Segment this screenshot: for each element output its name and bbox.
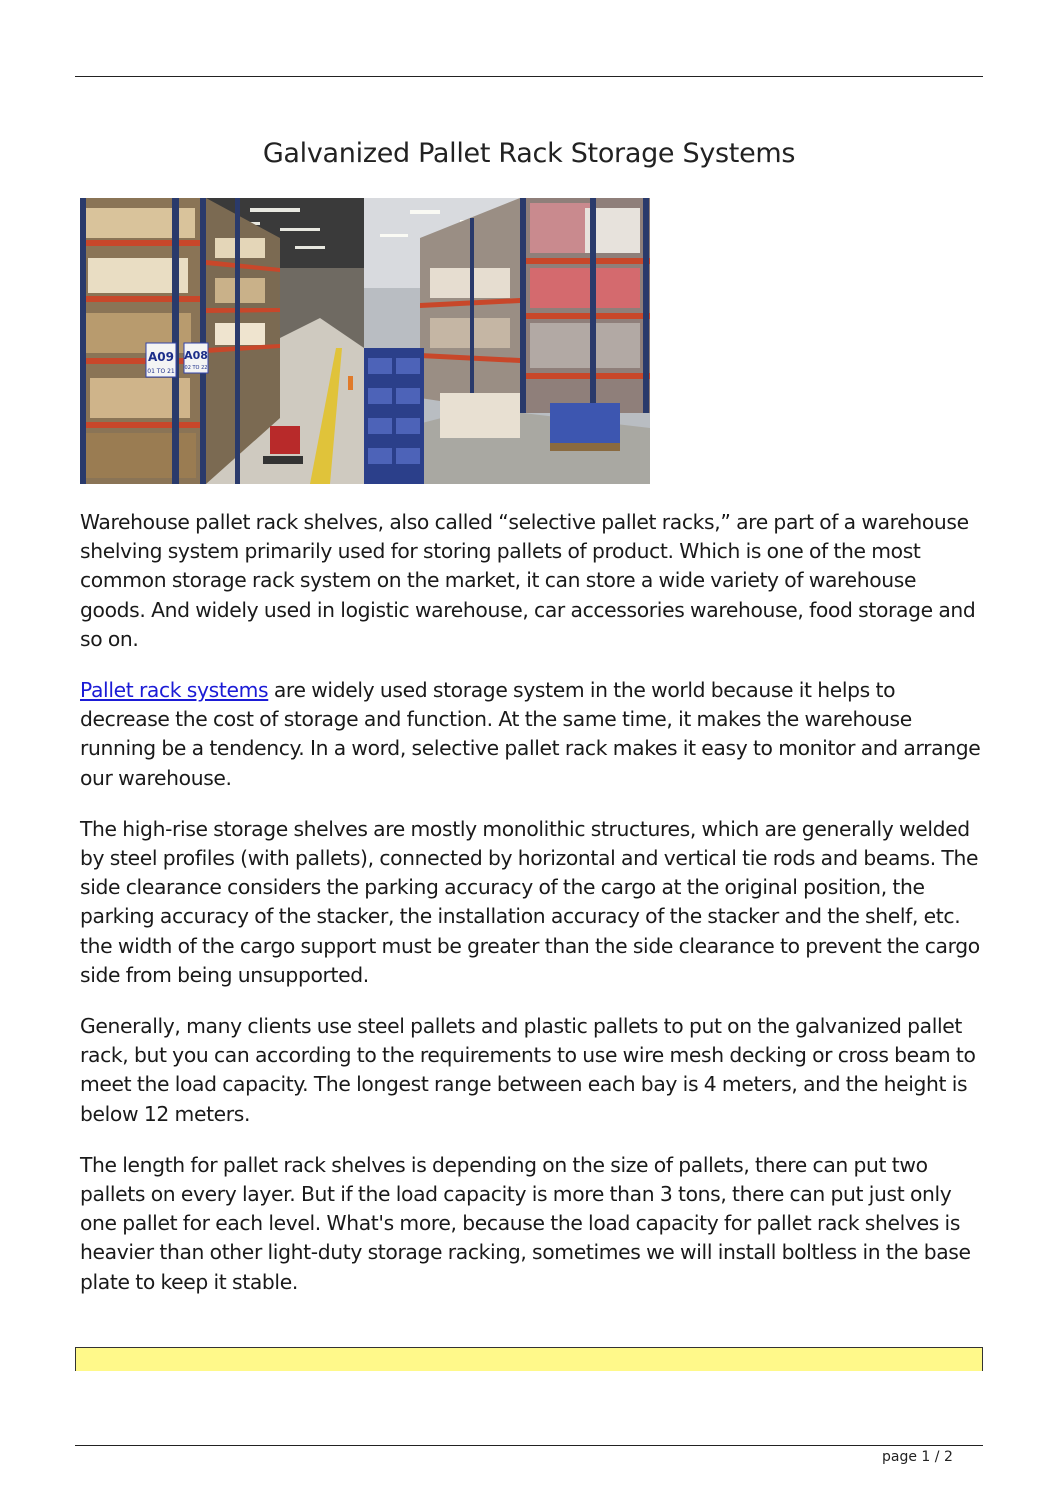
paragraph-4 xyxy=(80,1012,985,1129)
sign-a08-label: A08 xyxy=(184,349,208,362)
pallet-rack-systems-link[interactable]: Pallet rack systems xyxy=(80,678,269,703)
paragraph-5 xyxy=(80,1151,985,1297)
document-body xyxy=(80,508,985,1319)
paragraph-2-text: are widely used storage system in the world because it helps to decrease the cost of storage and function. At the same time, it makes the warehouse running be a tendency. In a word, selective pallet rack makes it easy to monitor and arrange our warehouse. xyxy=(80,678,981,790)
paragraph-3 xyxy=(80,815,985,990)
sign-a09-label: A09 xyxy=(148,350,174,364)
paragraph-1 xyxy=(80,508,985,654)
paragraph-1-text: Warehouse pallet rack shelves, also called “selective pallet racks,” are part of a warehouse shelving system primarily used for storing pallets of product. Which is one of the most common storage rack system on the market, it can store a wide variety of warehouse goods. And widely used in logistic warehouse, car accessories warehouse, food storage and so on. xyxy=(80,510,976,651)
warehouse-photo xyxy=(80,198,650,484)
paragraph-3-text: The high-rise storage shelves are mostly monolithic structures, which are generally welded by steel profiles (with pallets), connected by horizontal and vertical tie rods and beams. The side clearance considers the parking accuracy of the cargo at the original position, the parking accuracy of the stacker, the installation accuracy of the stacker and the shelf, etc. the width of the cargo support must be greater than the side clearance to prevent the cargo side from being unsupported. xyxy=(80,816,980,987)
header-rule xyxy=(75,76,983,77)
highlight-box xyxy=(75,1347,983,1371)
paragraph-4-text: Generally, many clients use steel pallets and plastic pallets to put on the galvanized pallet rack, but you can according to the requirements to use wire mesh decking or cross beam to meet the load capacity. The longest range between each bay is 4 meters, and the height is below 12 meters. xyxy=(80,1014,976,1126)
document-title: Galvanized Pallet Rack Storage Systems xyxy=(262,138,796,169)
paragraph-2 xyxy=(80,676,985,793)
paragraph-5-text: The length for pallet rack shelves is depending on the size of pallets, there can put two pallets on every layer. But if the load capacity is more than 3 tons, there can put just only one pallet for each level. What's more, because the load capacity for pallet rack shelves is heavier than other light-duty storage racking, sometimes we will install boltless in the base plate to keep it stable. xyxy=(80,1152,971,1294)
footer-rule xyxy=(75,1445,983,1446)
sign-a08-sublabel: 02 TO 22 xyxy=(184,365,208,371)
page-number: page 1 / 2 xyxy=(882,1449,953,1465)
sign-a09-sublabel: 01 TO 21 xyxy=(147,368,175,375)
